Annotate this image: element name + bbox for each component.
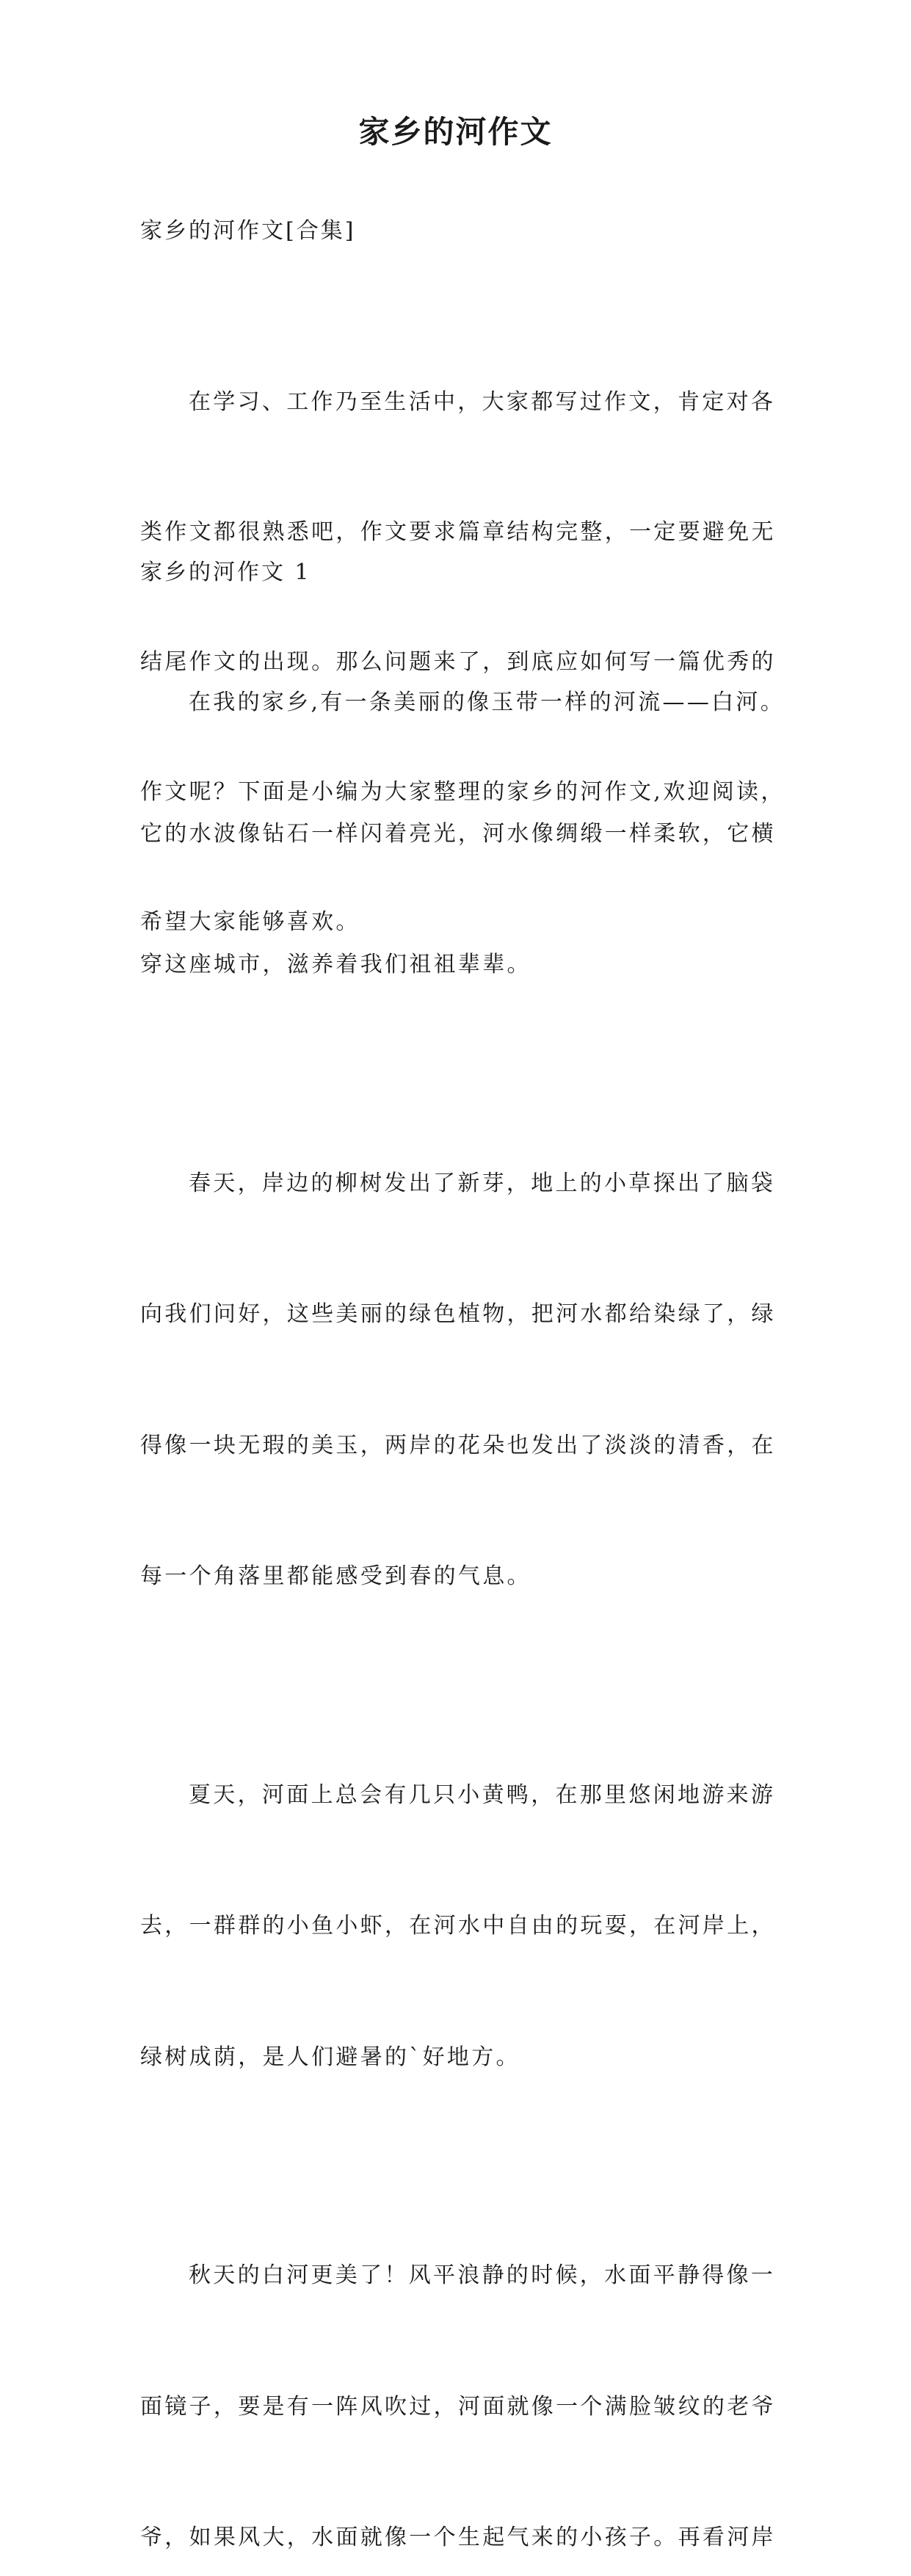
essay-paragraph bbox=[140, 2166, 786, 2576]
document-subtitle: 家乡的河作文[合集] bbox=[140, 218, 356, 244]
essay-line: 面镜子，要是有一阵风吹过，河面就像一个满脸皱纹的老爷 bbox=[140, 2393, 776, 2420]
essay-paragraph bbox=[140, 593, 786, 1074]
essay-line: 春天，岸边的柳树发出了新芽，地上的小草探出了脑袋 bbox=[189, 1170, 776, 1196]
intro-line: 类作文都很熟悉吧，作文要求篇章结构完整，一定要避免无 bbox=[140, 519, 776, 545]
essay-line: 每一个角落里都能感受到春的气息。 bbox=[140, 1563, 531, 1589]
essay-line: 夏天，河面上总会有几只小黄鸭，在那里悠闲地游来游 bbox=[189, 1781, 776, 1808]
intro-line: 希望大家能够喜欢。 bbox=[140, 909, 360, 935]
essay-line: 绿树成荫，是人们避暑的`好地方。 bbox=[140, 2044, 520, 2070]
essay-line: 去，一群群的小鱼小虾，在河水中自由的玩耍，在河岸上， bbox=[140, 1913, 776, 1939]
section-heading: 家乡的河作文 1 bbox=[140, 560, 311, 585]
essay-line: 爷，如果风大，水面就像一个生起气来的小孩子。再看河岸 bbox=[140, 2525, 776, 2550]
essay-line: 向我们问好，这些美丽的绿色植物，把河水都给染绿了，绿 bbox=[140, 1301, 776, 1327]
essay-line: 秋天的白河更美了！风平浪静的时候，水面平静得像一 bbox=[189, 2262, 776, 2288]
intro-line: 在学习、工作乃至生活中，大家都写过作文，肯定对各 bbox=[189, 389, 776, 415]
document-title: 家乡的河作文 bbox=[358, 114, 553, 150]
intro-line: 结尾作文的出现。那么问题来了，到底应如何写一篇优秀的 bbox=[140, 649, 776, 675]
essay-line: 在我的家乡,有一条美丽的像玉带一样的河流——白河。 bbox=[189, 690, 785, 715]
essay-line: 穿这座城市，滋养着我们祖祖辈辈。 bbox=[140, 952, 531, 977]
essay-line: 它的水波像钻石一样闪着亮光，河水像绸缎一样柔软，它横 bbox=[140, 820, 776, 847]
essay-line: 得像一块无瑕的美玉，两岸的花朵也发出了淡淡的清香，在 bbox=[140, 1432, 776, 1458]
essay-paragraph bbox=[140, 1686, 786, 2167]
essay-paragraph bbox=[140, 1074, 786, 1686]
essay-body bbox=[140, 593, 786, 2576]
intro-line: 作文呢？下面是小编为大家整理的家乡的河作文,欢迎阅读， bbox=[140, 779, 785, 805]
